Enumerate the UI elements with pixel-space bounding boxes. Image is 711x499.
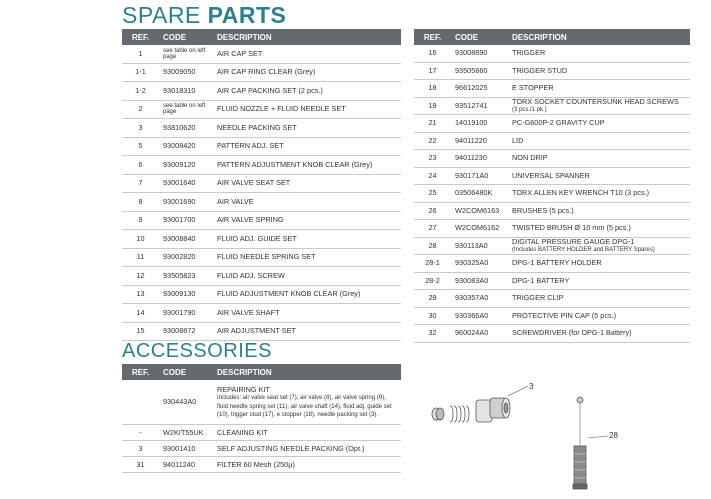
spare-parts-right-body (414, 45, 690, 342)
table-row (414, 272, 690, 290)
cell-ref: 12 (122, 267, 159, 286)
cell-code: 96612025 (451, 80, 508, 98)
cell-ref: 30 (414, 307, 451, 325)
cell-code: W2KIT55UK (159, 425, 213, 441)
table-row (122, 82, 401, 101)
cell-description (213, 82, 401, 101)
spare-parts-title-bold: PARTS (207, 2, 287, 28)
cell-description (213, 45, 401, 63)
accessories-body (122, 380, 401, 473)
table-row (122, 248, 401, 267)
cell-code: 93009130 (159, 285, 213, 304)
spare-parts-title (122, 2, 286, 29)
description-text: FLUID ADJ. SCREW (217, 270, 285, 280)
table-row (414, 307, 690, 325)
cell-code: 930171A0 (451, 167, 508, 185)
description-text: AIR VALVE SHAFT (217, 307, 280, 317)
cell-ref: 28-2 (414, 272, 451, 290)
cell-ref: 14 (122, 304, 159, 323)
description-text: TORX SOCKET COUNTERSUNK HEAD SCREWS (512, 96, 679, 106)
cell-description (508, 307, 690, 325)
header-ref: REF. (122, 364, 159, 380)
description-text: FLUID ADJ. GUIDE SET (217, 233, 297, 243)
needle-packing-illustration (432, 398, 510, 422)
cell-ref: 7 (122, 174, 159, 193)
cell-code: 930366A0 (451, 307, 508, 325)
table-row (414, 202, 690, 220)
description-text: REPAIRING KIT (217, 384, 270, 394)
cell-description (213, 267, 401, 286)
table-row (414, 97, 690, 115)
cell-ref: 9 (122, 211, 159, 230)
description-text: AIR CAP PACKING SET (2 pcs.) (217, 85, 323, 95)
description-text: NON DRIP (512, 153, 548, 163)
cell-code: 93018310 (159, 82, 213, 101)
cell-ref: 27 (414, 220, 451, 238)
table-row (414, 115, 690, 133)
description-text: TRIGGER STUD (512, 65, 568, 75)
table-row (414, 220, 690, 238)
cell-description (508, 325, 690, 343)
description-text: PATTERN ADJUSTMENT KNOB CLEAR (Grey) (217, 159, 373, 169)
cell-description (213, 248, 401, 267)
cell-code: 93810620 (159, 119, 213, 138)
description-text: AIR ADJUSTMENT SET (217, 326, 296, 336)
cell-description (508, 237, 690, 255)
cell-code: 930325A0 (451, 255, 508, 273)
cell-ref: 25 (414, 185, 451, 203)
table-row (414, 185, 690, 203)
cell-description (508, 167, 690, 185)
cell-ref: 2 (122, 100, 159, 119)
cell-description (213, 174, 401, 193)
cell-ref: 3 (122, 441, 159, 457)
description-text: TWISTED BRUSH Ø 10 mm (5 pcs.) (512, 223, 631, 233)
description-text: SELF ADJUSTING NEEDLE PACKING (Opt.) (217, 443, 365, 453)
cell-ref: 15 (122, 322, 159, 341)
cell-description (508, 62, 690, 80)
header-ref: REF. (414, 29, 451, 45)
cell-code: 930357A0 (451, 290, 508, 308)
description-text: AIR CAP SET (217, 48, 263, 58)
cell-description (213, 380, 401, 425)
parts-diagram (420, 366, 650, 491)
cell-ref: 28-1 (414, 255, 451, 273)
table-row (414, 255, 690, 273)
cell-description (213, 156, 401, 175)
filter-illustration (573, 397, 587, 489)
cell-code: 93002820 (159, 248, 213, 267)
cell-code: 93008872 (159, 322, 213, 341)
description-text: AIR VALVE (217, 196, 254, 206)
cell-code: 93008420 (159, 137, 213, 156)
table-header-row (122, 29, 401, 45)
cell-code: 930443A0 (159, 380, 213, 425)
cell-ref: 3 (122, 119, 159, 138)
cell-description (213, 230, 401, 249)
table-row (414, 290, 690, 308)
cell-ref: 8 (122, 193, 159, 212)
cell-description (213, 322, 401, 341)
table-header-row (122, 364, 401, 380)
description-note: (3 pcs./1 pk.) (512, 107, 547, 114)
cell-ref: - (122, 425, 159, 441)
cell-code: 960024A0 (451, 325, 508, 343)
table-row (414, 80, 690, 98)
table-row (122, 100, 401, 119)
description-text: E STOPPER (512, 83, 554, 93)
cell-ref: 16 (414, 45, 451, 62)
table-row (414, 132, 690, 150)
cell-ref: 1-1 (122, 63, 159, 82)
cell-description (508, 220, 690, 238)
header-ref: REF. (122, 29, 159, 45)
cell-description (213, 285, 401, 304)
accessories-table (122, 364, 401, 473)
description-text: SCREWDRIVER (for DPG-1 Battery) (512, 328, 632, 338)
description-text: DPG-1 BATTERY (512, 275, 570, 285)
cell-code: 93001690 (159, 193, 213, 212)
header-code: CODE (159, 29, 213, 45)
description-text: PROTECTIVE PIN CAP (5 pcs.) (512, 310, 617, 320)
table-row (122, 45, 401, 63)
cell-code: W2COM6163 (451, 202, 508, 220)
table-header-row (414, 29, 690, 45)
cell-description (508, 150, 690, 168)
table-row (122, 63, 401, 82)
table-row (414, 237, 690, 255)
table-row (122, 267, 401, 286)
description-text: CLEANING KIT (217, 427, 268, 437)
table-row (414, 150, 690, 168)
cell-code: 93009120 (159, 156, 213, 175)
cell-ref: 18 (414, 80, 451, 98)
description-text: AIR VALVE SEAT SET (217, 178, 291, 188)
description-text: AIR VALVE SPRING (217, 215, 284, 225)
cell-code: 94011240 (159, 457, 213, 473)
description-text: FLUID ADJUSTMENT KNOB CLEAR (Grey) (217, 289, 361, 299)
cell-ref: 24 (414, 167, 451, 185)
table-row (122, 380, 401, 425)
table-row (414, 167, 690, 185)
cell-description (213, 137, 401, 156)
cell-code: 93008890 (451, 45, 508, 62)
table-row (122, 137, 401, 156)
table-row (122, 285, 401, 304)
cell-code: 93001640 (159, 174, 213, 193)
cell-code: see table on left page (159, 100, 213, 119)
table-row (122, 304, 401, 323)
description-text: TRIGGER (512, 48, 546, 58)
cell-description (213, 193, 401, 212)
accessories-title: ACCESSORIES (122, 340, 272, 362)
description-text: NEEDLE PACKING SET (217, 122, 297, 132)
cell-description (213, 119, 401, 138)
cell-ref: 1-2 (122, 82, 159, 101)
cell-ref: 13 (122, 285, 159, 304)
cell-description (508, 97, 690, 115)
description-text: UNIVERSAL SPANNER (512, 170, 590, 180)
cell-code: 93001790 (159, 304, 213, 323)
header-description: DESCRIPTION (213, 29, 401, 45)
description-note: Includes: air valve seat set (7), air valve (8), air valve spring (9), fluid needle spring set (11), air valve shaft (14), fluid adj. guide set (10), trigger stud (17), e stopper (18), needle packing set (3). (217, 395, 392, 418)
spare-parts-table-right (414, 29, 690, 343)
table-row (122, 441, 401, 457)
cell-code: 94011230 (451, 150, 508, 168)
callout-28: 28 (609, 431, 618, 440)
cell-ref: 21 (414, 115, 451, 133)
description-text: DPG-1 BATTERY HOLDER (512, 258, 602, 268)
description-text: LID (512, 135, 524, 145)
cell-description (213, 63, 401, 82)
table-row (122, 322, 401, 341)
table-row (414, 45, 690, 62)
header-description: DESCRIPTION (508, 29, 690, 45)
table-row (122, 457, 401, 473)
cell-description (508, 132, 690, 150)
cell-ref: 5 (122, 137, 159, 156)
description-text: TRIGGER CLIP (512, 293, 564, 303)
cell-ref: 23 (414, 150, 451, 168)
cell-ref: 28 (414, 237, 451, 255)
cell-description (213, 441, 401, 457)
cell-ref: 1 (122, 45, 159, 63)
cell-ref: 32 (414, 325, 451, 343)
cell-code: see table on left page (159, 45, 213, 63)
table-row (122, 174, 401, 193)
spare-parts-title-thin: SPARE (122, 2, 208, 28)
description-text: PATTERN ADJ. SET (217, 141, 284, 151)
cell-ref: 29 (414, 290, 451, 308)
cell-code: 93001410 (159, 441, 213, 457)
header-description: DESCRIPTION (213, 364, 401, 380)
description-text: PC-G600P-2 GRAVITY CUP (512, 118, 605, 128)
cell-description (213, 304, 401, 323)
description-note: (Includes BATTERY HOLDER and BATTERY Spares) (512, 247, 655, 254)
table-row (414, 62, 690, 80)
cell-description (508, 272, 690, 290)
table-row (122, 211, 401, 230)
description-text: FILTER 60 Mesh (250µ) (217, 459, 295, 469)
spare-parts-table-left (122, 29, 401, 341)
cell-description (508, 45, 690, 62)
cell-ref (122, 380, 159, 425)
callout-line-28 (588, 436, 608, 438)
cell-code: 93505823 (159, 267, 213, 286)
cell-description (508, 80, 690, 98)
cell-description (508, 290, 690, 308)
cell-ref: 31 (122, 457, 159, 473)
cell-code: 930113A0 (451, 237, 508, 255)
table-row (122, 119, 401, 138)
spare-parts-left-body (122, 45, 401, 341)
cell-description (213, 457, 401, 473)
cell-code: 93001700 (159, 211, 213, 230)
cell-code: 930083A0 (451, 272, 508, 290)
description-text: FLUID NEEDLE SPRING SET (217, 252, 316, 262)
cell-code: 93008840 (159, 230, 213, 249)
table-row (122, 193, 401, 212)
cell-description (213, 211, 401, 230)
cell-description (213, 425, 401, 441)
cell-ref: 17 (414, 62, 451, 80)
callout-3: 3 (529, 382, 534, 391)
cell-code: 93009050 (159, 63, 213, 82)
cell-ref: 10 (122, 230, 159, 249)
cell-code: W2COM6162 (451, 220, 508, 238)
cell-ref: 6 (122, 156, 159, 175)
description-text: TORX ALLEN KEY WRENCH T10 (3 pcs.) (512, 188, 650, 198)
description-text: AIR CAP RING CLEAR (Grey) (217, 67, 316, 77)
description-text: DIGITAL PRESSURE GAUGE DPG-1 (512, 236, 635, 246)
description-text: BRUSHES (5 pcs.) (512, 205, 574, 215)
cell-description (213, 100, 401, 119)
cell-description (508, 185, 690, 203)
header-code: CODE (159, 364, 213, 380)
cell-code: 14019100 (451, 115, 508, 133)
header-code: CODE (451, 29, 508, 45)
description-text: FLUID NOZZLE + FLUID NEEDLE SET (217, 104, 346, 114)
cell-description (508, 255, 690, 273)
cell-code: 94011220 (451, 132, 508, 150)
table-row (122, 156, 401, 175)
table-row (122, 425, 401, 441)
cell-description (508, 115, 690, 133)
cell-code: 03506480K (451, 185, 508, 203)
table-row (122, 230, 401, 249)
table-row (414, 325, 690, 343)
callout-line-3 (508, 386, 528, 396)
cell-description (508, 202, 690, 220)
cell-ref: 26 (414, 202, 451, 220)
cell-code: 93512741 (451, 97, 508, 115)
cell-ref: 22 (414, 132, 451, 150)
cell-code: 93505860 (451, 62, 508, 80)
cell-ref: 11 (122, 248, 159, 267)
cell-ref: 19 (414, 97, 451, 115)
